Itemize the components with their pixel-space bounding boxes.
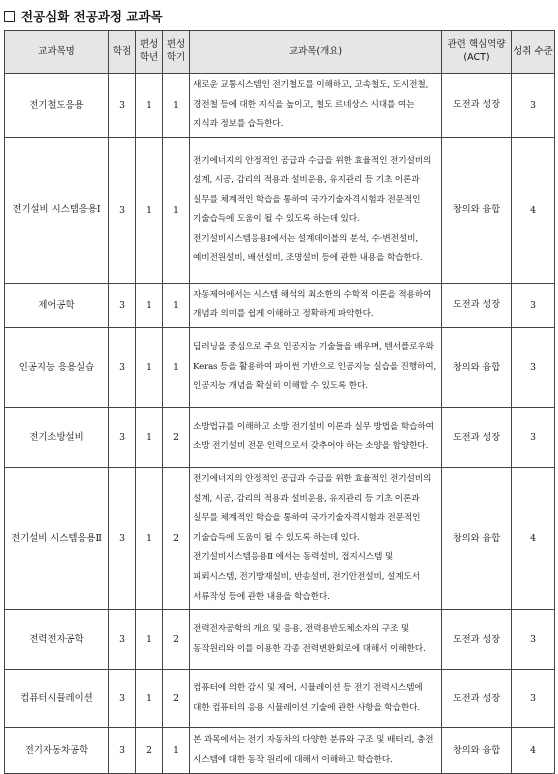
- course-semester: 1: [163, 327, 190, 407]
- course-level: 3: [512, 407, 555, 467]
- course-credit: 3: [109, 728, 136, 774]
- course-semester: 2: [163, 670, 190, 728]
- course-semester: 1: [163, 137, 190, 283]
- course-overview: 딥러닝을 중심으로 주요 인공지능 기술들을 배우며, 텐서플로우와 Keras 등을 활용하여 파이썬 기반으로 인공지능 실습을 진행하여, 인공지능 개념을 확실히 이해할 수 있도록 한다.: [190, 327, 442, 407]
- course-credit: 3: [109, 407, 136, 467]
- course-name: 인공지능 응용실습: [5, 327, 109, 407]
- course-year: 2: [136, 728, 163, 774]
- course-year: 1: [136, 610, 163, 670]
- course-credit: 3: [109, 283, 136, 327]
- header-competency: 관련 핵심역량 (ACT): [442, 31, 512, 74]
- course-level: 4: [512, 467, 555, 609]
- table-row: [5, 407, 555, 467]
- course-competency: 도전과 성장: [442, 283, 512, 327]
- course-year: 1: [136, 137, 163, 283]
- table-row: [5, 74, 555, 138]
- course-overview: 소방법규를 이해하고 소방 전기설비 이론과 실무 방법을 학습하여 소방 전기설비 전문 인력으로서 갖추어야 하는 소양을 함양한다.: [190, 407, 442, 467]
- table-row: [5, 137, 555, 283]
- course-level: 3: [512, 670, 555, 728]
- course-name: 전기소방설비: [5, 407, 109, 467]
- course-credit: 3: [109, 137, 136, 283]
- course-year: 1: [136, 74, 163, 138]
- table-row: [5, 283, 555, 327]
- course-overview: 본 과목에서는 전기 자동차의 다양한 분류와 구조 및 배터리, 충전 시스템에 대한 동작 원리에 대해서 이해하고 학습한다.: [190, 728, 442, 774]
- table-row: [5, 610, 555, 670]
- course-competency: 창의와 융합: [442, 467, 512, 609]
- course-level: 3: [512, 74, 555, 138]
- course-semester: 1: [163, 728, 190, 774]
- table-row: [5, 670, 555, 728]
- course-credit: 3: [109, 327, 136, 407]
- course-year: 1: [136, 670, 163, 728]
- course-overview: 전기에너지의 안정적인 공급과 수급을 위한 효율적인 전기설비의 설계, 시공, 감리의 적용과 설비운용, 유지관리 등 기초 이론과 실무를 체계적인 학습을 통하여 국가기술자격시험과 전문적인 기술습득에 도움이 될 수 있도록 하는데 있다. 전기설비시스템응용Ⅰ에서는 설계데이블의 분석, 수·변전설비, 예비전원설비, 배선설비, 조명설비 등에 관한 내용을 학습한다.: [190, 137, 442, 283]
- course-overview: 자동제어에서는 시스템 해석의 최소한의 수학적 이론을 적용하여 개념과 의미를 쉽게 이해하고 정확하게 파악한다.: [190, 283, 442, 327]
- header-semester: 편성 학기: [163, 31, 190, 74]
- course-competency: 도전과 성장: [442, 610, 512, 670]
- course-overview: 컴퓨터에 의한 감시 및 제어, 시뮬레이션 등 전기 전력시스템에 대한 컴퓨터의 응용 시뮬레이션 기술에 관한 사항을 학습한다.: [190, 670, 442, 728]
- course-overview: 새로운 교통시스템인 전기철도를 이해하고, 고속철도, 도시전철, 경전철 등에 대한 지식을 높이고, 철도 르네상스 시대를 여는 지식과 정보를 습득한다.: [190, 74, 442, 138]
- table-header-row: [5, 31, 555, 74]
- checkbox-square-icon: [4, 11, 15, 22]
- course-name: 전기철도응용: [5, 74, 109, 138]
- course-year: 1: [136, 283, 163, 327]
- course-competency: 창의와 융합: [442, 137, 512, 283]
- header-year: 편성 학년: [136, 31, 163, 74]
- course-competency: 창의와 융합: [442, 728, 512, 774]
- section-heading: [4, 6, 163, 26]
- course-overview: 전기에너지의 안정적인 공급과 수급을 위한 효율적인 전기설비의 설계, 시공, 감리의 적용과 설비운용, 유지관리 등 기초 이론과 실무를 체계적인 학습을 통하여 국가기술자격시험과 전문적인 기술습득에 도움이 될 수 있도록 하는데 있다. 전기설비시스템응용Ⅱ 에서는 동력설비, 접지시스템 및 피뢰시스템, 전기방재설비, 반송설비, 전기안전설비, 설계도서 서류작성 등에 관한 내용을 학습한다.: [190, 467, 442, 609]
- course-credit: 3: [109, 670, 136, 728]
- course-level: 3: [512, 610, 555, 670]
- header-overview: 교과목(개요): [190, 31, 442, 74]
- section-title: 전공심화 전공과정 교과목: [21, 9, 163, 24]
- course-name: 전기설비 시스템응용Ⅱ: [5, 467, 109, 609]
- course-overview: 전력전자공학의 개요 및 응용, 전력용반도체소자의 구조 및 동작원리와 이를 이용한 각종 전력변환회로에 대해서 이해한다.: [190, 610, 442, 670]
- table-row: [5, 728, 555, 774]
- course-semester: 1: [163, 74, 190, 138]
- course-competency: 도전과 성장: [442, 74, 512, 138]
- course-name: 제어공학: [5, 283, 109, 327]
- course-table: [4, 30, 555, 774]
- table-row: [5, 467, 555, 609]
- course-year: 1: [136, 467, 163, 609]
- course-level: 4: [512, 728, 555, 774]
- course-year: 1: [136, 327, 163, 407]
- course-name: 전력전자공학: [5, 610, 109, 670]
- course-name: 전기설비 시스템응용Ⅰ: [5, 137, 109, 283]
- course-name: 컴퓨터시뮬레이션: [5, 670, 109, 728]
- course-name: 전기자동차공학: [5, 728, 109, 774]
- course-semester: 2: [163, 407, 190, 467]
- course-semester: 2: [163, 610, 190, 670]
- course-semester: 1: [163, 283, 190, 327]
- table-row: [5, 327, 555, 407]
- course-credit: 3: [109, 610, 136, 670]
- course-semester: 2: [163, 467, 190, 609]
- course-year: 1: [136, 407, 163, 467]
- header-credit: 학점: [109, 31, 136, 74]
- course-credit: 3: [109, 467, 136, 609]
- course-level: 3: [512, 283, 555, 327]
- course-credit: 3: [109, 74, 136, 138]
- course-level: 4: [512, 137, 555, 283]
- course-competency: 창의와 융합: [442, 327, 512, 407]
- course-competency: 도전과 성장: [442, 670, 512, 728]
- header-name: 교과목명: [5, 31, 109, 74]
- header-level: 성취 수준: [512, 31, 555, 74]
- course-level: 3: [512, 327, 555, 407]
- course-competency: 도전과 성장: [442, 407, 512, 467]
